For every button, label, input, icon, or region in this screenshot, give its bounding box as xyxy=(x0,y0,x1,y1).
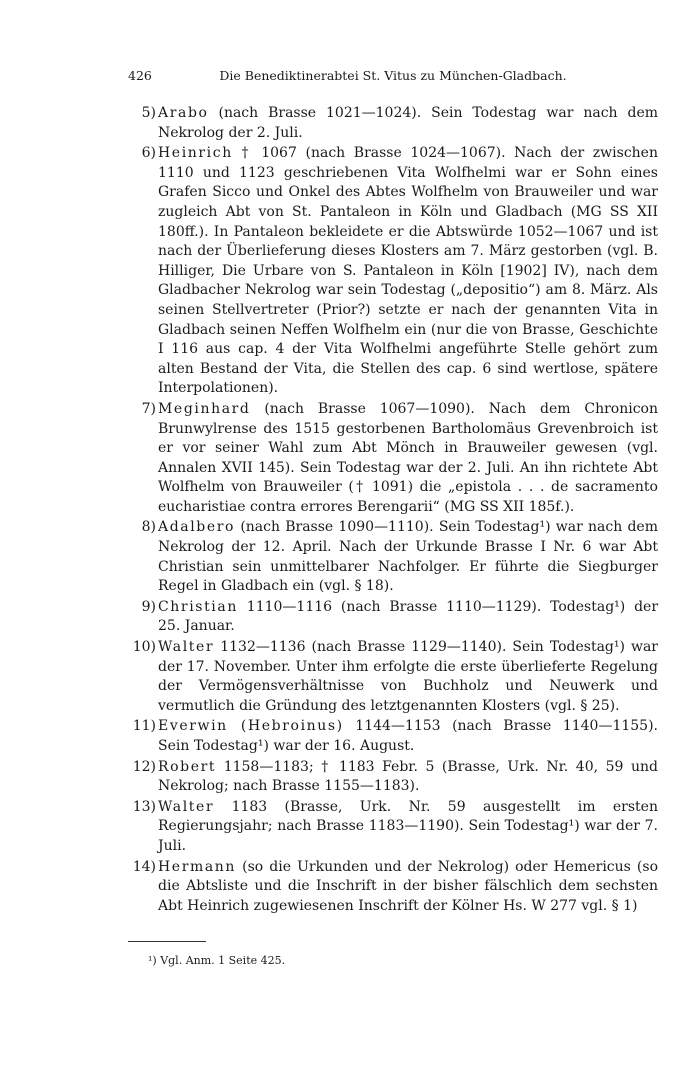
footnote-rule xyxy=(128,941,206,942)
entry-number: 12) xyxy=(132,758,156,775)
abbot-name: Robert xyxy=(158,758,217,775)
footnote: ¹) Vgl. Anm. 1 Seite 425. xyxy=(148,954,286,967)
list-item xyxy=(128,758,658,797)
list-item xyxy=(128,144,658,399)
entry-text: (nach Brasse 1021—1024). Sein Todestag war nach dem Nekrolog der 2. Juli. xyxy=(158,105,659,141)
entry-text: (nach Brasse 1067—1090). Nach dem Chronicon Brunwylrense des 1515 gestorbenen Bartholomäus Grevenbroich ist er vor seiner Wahl zum Abt Mönch in Brauweiler gewesen (vgl. Annalen XVII 145). Sein Todestag war der 2. Juli. An ihn richtete Abt Wolfhelm von Brauweiler († 1091) die „epistola . . . de sacramento eucharistiae contra errores Berengarii“ (MG SS XII 185f.). xyxy=(158,400,658,515)
list-item xyxy=(128,638,658,716)
abbot-name: Meginhard xyxy=(158,400,251,417)
entry-text: 1183 (Brasse, Urk. Nr. 59 ausgestellt im ersten Regierungsjahr; nach Brasse 1183—1190). Sein Todestag¹) war der 7. Juli. xyxy=(158,798,658,854)
entry-number: 13) xyxy=(132,798,156,815)
entry-text: (nach Brasse 1090—1110). Sein Todestag¹) war nach dem Nekrolog der 12. April. Nach der Urkunde Brasse I Nr. 6 war Abt Christian sein unmittelbarer Nachfolger. Er führte die Siegburger Regel in Gladbach ein (vgl. § 18). xyxy=(158,519,658,595)
list-item xyxy=(128,104,658,143)
entry-number: 5) xyxy=(141,105,156,121)
entry-text: 1110—1116 (nach Brasse 1110—1129). Todestag¹) der 25. Januar. xyxy=(158,598,659,635)
entry-text: (so die Urkunden und der Nekrolog) oder Hemericus (so die Abtsliste und die Inschrift in der bisher fälschlich dem sechsten Abt Heinrich zugewiesenen Inschrift der Kölner Hs. W 277 vgl. § 1) xyxy=(158,858,658,914)
abbot-name: Christian xyxy=(158,598,238,615)
entry-number: 14) xyxy=(132,858,156,875)
entry-text: 1132—1136 (nach Brasse 1129—1140). Sein Todestag¹) war der 17. November. Unter ihm erfolgte die erste überlieferte Regelung der Vermögensverhältnisse von Buchholz und Neuwerk und vermutlich die Gründung des letztgenannten Klosters (vgl. § 25). xyxy=(158,639,658,714)
abbot-name: Walter xyxy=(158,639,215,656)
page-header xyxy=(128,68,658,88)
abbot-name: Heinrich xyxy=(158,145,233,162)
entry-text: † 1067 (nach Brasse 1024—1067). Nach der zwischen 1110 und 1123 geschriebenen Vita Wolfhelmi war er Sohn eines Grafen Sicco und Onkel des Abtes Wolfhelm von Brauweiler und war zugleich Abt von St. Pantaleon in Köln und Gladbach (MG SS XII 180ff.). In Pantaleon bekleidete er die Abtswürde 1052—1067 und ist nach der Überlieferung dieses Klosters am 7. März gestorben (vgl. B. Hilliger, Die Urbare von S. Pantaleon in Köln [1902] IV), nach dem Gladbacher Nekrolog war sein Todestag („depositio“) am 8. März. Als seinen Stellvertreter (Prior?) setzte er nach der genannten Vita in Gladbach seinen Neffen Wolfhelm ein (nur die von Brasse, Geschichte I 116 aus cap. 4 der Vita Wolfhelmi angeführte Stelle gehört zum alten Bestand der Vita, die Stellen des cap. 6 sind wertlose, spätere Interpolationen). xyxy=(158,145,658,397)
abbot-name: Adalbero xyxy=(158,519,236,536)
entry-number: 6) xyxy=(141,145,156,162)
abbot-name: Walter xyxy=(158,798,215,815)
abbot-list xyxy=(128,104,658,917)
entry-text: 1158—1183; † 1183 Febr. 5 (Brasse, Urk. Nr. 40, 59 und Nekrolog; nach Brasse 1155—1183). xyxy=(158,758,658,795)
list-item xyxy=(128,798,658,857)
list-item xyxy=(128,400,658,518)
abbot-name: Everwin (Hebroinus) xyxy=(158,718,344,735)
entry-text: 1144—1153 (nach Brasse 1140—1155). Sein Todestag¹) war der 16. August. xyxy=(158,718,658,754)
abbot-name: Hermann xyxy=(158,858,237,875)
abbot-name: Arabo xyxy=(158,105,209,121)
list-item xyxy=(128,717,658,756)
page-number: 426 xyxy=(128,68,152,83)
list-item xyxy=(128,598,658,637)
list-item xyxy=(128,858,658,917)
running-title: Die Benediktinerabtei St. Vitus zu München-Gladbach. xyxy=(219,68,567,83)
list-item xyxy=(128,518,658,596)
entry-number: 11) xyxy=(132,718,156,735)
entry-number: 10) xyxy=(132,639,156,656)
entry-number: 7) xyxy=(141,400,156,417)
entry-number: 9) xyxy=(141,598,156,615)
entry-number: 8) xyxy=(141,519,156,536)
